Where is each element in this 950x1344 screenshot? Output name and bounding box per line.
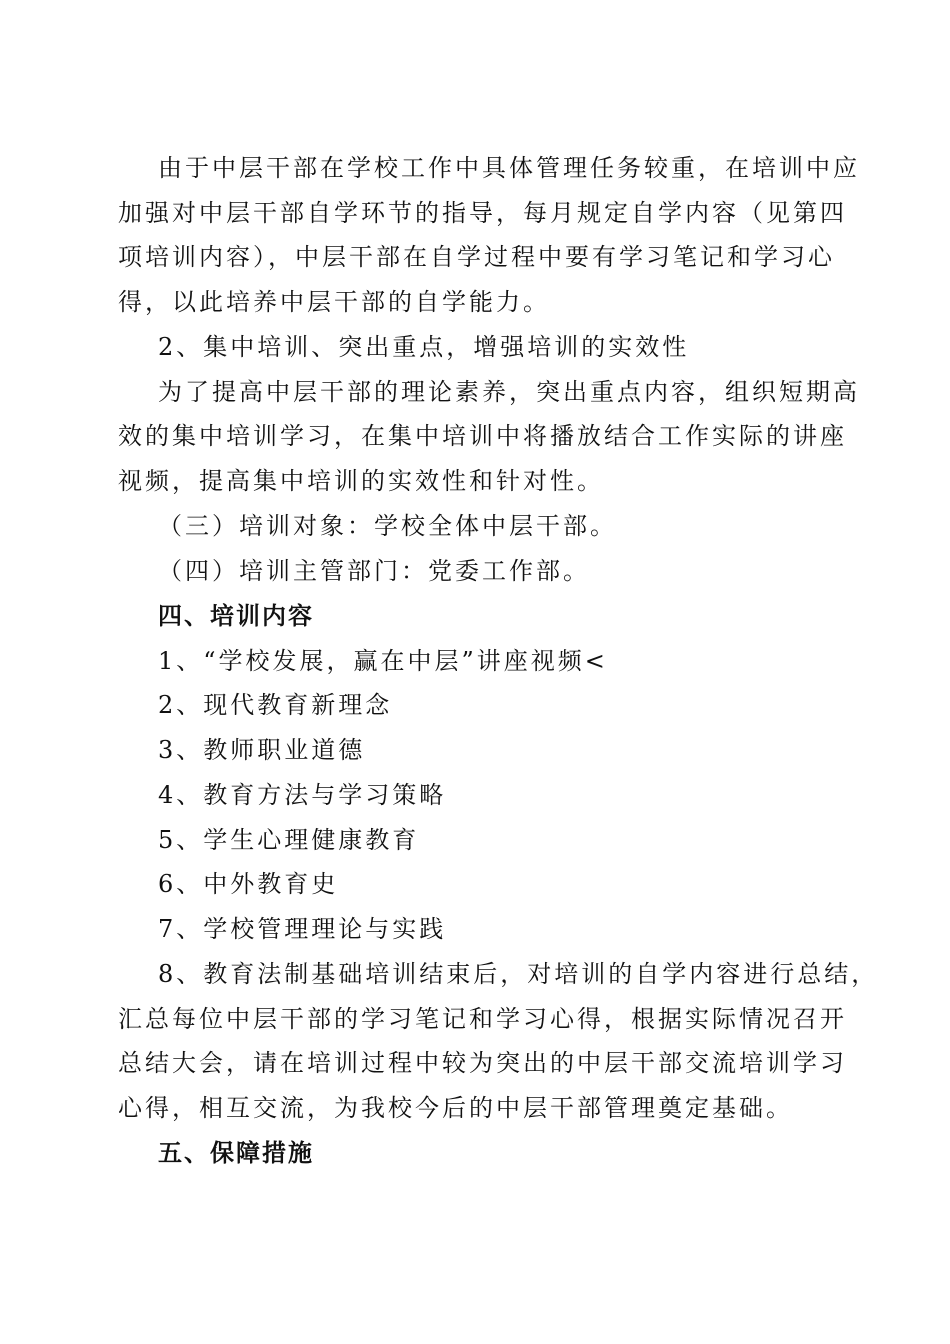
paragraph-line: 汇总每位中层干部的学习笔记和学习心得，根据实际情况召开 bbox=[118, 1005, 847, 1033]
paragraph-line: 项培训内容），中层干部在自学过程中要有学习笔记和学习心 bbox=[118, 243, 835, 271]
section-heading-content: 四、培训内容 bbox=[158, 602, 314, 630]
paragraph-line: 心得，相互交流，为我校今后的中层干部管理奠定基础。 bbox=[118, 1094, 793, 1122]
paragraph-line: 视频，提高集中培训的实效性和针对性。 bbox=[118, 467, 604, 495]
section-heading-measures: 五、保障措施 bbox=[158, 1139, 314, 1167]
paragraph-line: 效的集中培训学习，在集中培训中将播放结合工作实际的讲座 bbox=[118, 422, 847, 450]
list-item: 6、中外教育史 bbox=[158, 870, 339, 898]
list-item: 2、现代教育新理念 bbox=[158, 691, 393, 719]
paragraph-line: 得，以此培养中层干部的自学能力。 bbox=[118, 288, 550, 316]
paragraph-line: 加强对中层干部自学环节的指导，每月规定自学内容（见第四 bbox=[118, 199, 847, 227]
list-item: 1、“学校发展，赢在中层”讲座视频< bbox=[158, 647, 608, 675]
paragraph-line: 由于中层干部在学校工作中具体管理任务较重，在培训中应 bbox=[158, 154, 860, 182]
subsection-heading: 2、集中培训、突出重点，增强培训的实效性 bbox=[158, 333, 690, 361]
paragraph-line: 为了提高中层干部的理论素养，突出重点内容，组织短期高 bbox=[158, 378, 860, 406]
list-item: 3、教师职业道德 bbox=[158, 736, 366, 764]
list-item: 5、学生心理健康教育 bbox=[158, 826, 420, 854]
list-item: 7、学校管理理论与实践 bbox=[158, 915, 447, 943]
list-item: 4、教育方法与学习策略 bbox=[158, 781, 447, 809]
training-target-line: （三）培训对象：学校全体中层干部。 bbox=[158, 512, 617, 540]
training-department-line: （四）培训主管部门：党委工作部。 bbox=[158, 557, 590, 585]
paragraph-line: 总结大会，请在培训过程中较为突出的中层干部交流培训学习 bbox=[118, 1049, 847, 1077]
list-item: 8、教育法制基础培训结束后，对培训的自学内容进行总结， bbox=[158, 960, 879, 988]
